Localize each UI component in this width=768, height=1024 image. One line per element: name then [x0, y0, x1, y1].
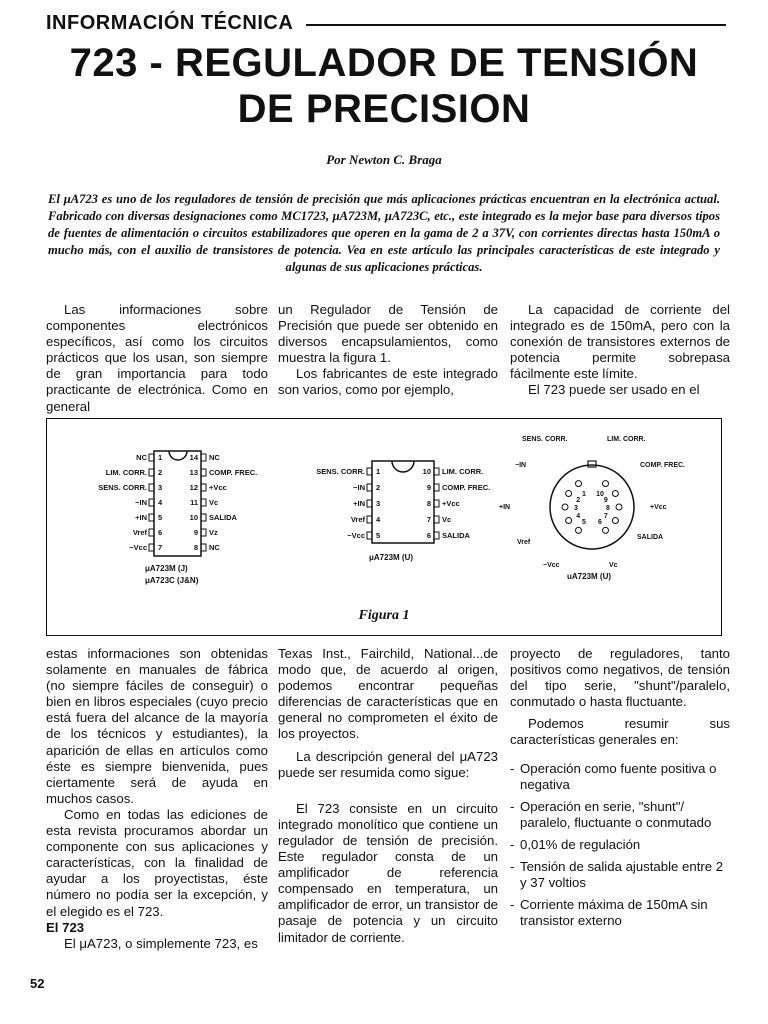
- dip10-right-pin-label: COMP. FREC.: [442, 483, 491, 492]
- feature-item: - 0,01% de regulación: [510, 836, 641, 852]
- can-pin-label: COMP. FREC.: [640, 462, 685, 469]
- dip14-left-pin-label: +IN: [135, 513, 147, 522]
- dip14-label-2: μA723C (J&N): [145, 576, 199, 585]
- dip10-left-pin-number: 2: [376, 483, 381, 492]
- dip10-right-pin-number: 7: [426, 515, 431, 524]
- dip14-right-pin-number: 11: [190, 498, 198, 507]
- can-pin-label: SALIDA: [637, 534, 664, 541]
- dip14-left-pin-label: SENS. CORR.: [98, 483, 147, 492]
- can-pin: [576, 527, 582, 533]
- can-pin-label: LIM. CORR.: [607, 436, 646, 443]
- section-rule: [306, 24, 726, 26]
- can-pin-number: 2: [576, 497, 581, 504]
- can-pin-number: 4: [576, 513, 581, 520]
- bottom-col3-p1: proyecto de reguladores, tanto positivos como negativos, de tensión del tipo serie, "shunt"/paralelo, conmutado o hasta fluctuante.: [510, 646, 730, 710]
- can-pin: [603, 481, 609, 487]
- can-pin-label: Vref: [517, 539, 531, 546]
- can-pin-number: 1: [582, 491, 586, 499]
- dip14-right-pin-label: Vz: [209, 528, 218, 537]
- can-pin-label: −Vcc: [543, 562, 560, 569]
- dip14-package: [98, 451, 257, 585]
- bottom-col1-p3: El μA723, o simplemente 723, es: [64, 935, 258, 951]
- dip14-right-pin-label: COMP. FREC.: [209, 468, 258, 477]
- dip14-right-pin-number: 9: [193, 528, 198, 537]
- figure-1-box: [46, 418, 722, 636]
- dip10-left-pin-label: +IN: [353, 499, 365, 508]
- can-pin: [616, 504, 622, 510]
- can-pin-number: 5: [582, 518, 586, 526]
- pinout-diagram: [47, 419, 720, 634]
- can-pin-label: −IN: [515, 462, 527, 469]
- can-pin-label: Vc: [609, 562, 618, 569]
- can-pin: [562, 504, 568, 510]
- can-pin-label: +IN: [499, 504, 511, 511]
- feature-item: - Operación en serie, "shunt"/ paralelo, fluctuante o conmutado: [510, 798, 712, 830]
- section-label: INFORMACIÓN TÉCNICA: [46, 12, 294, 34]
- can-pin: [612, 518, 618, 524]
- can-pin-label: SENS. CORR.: [522, 436, 568, 443]
- dip10-left-pin-number: 1: [376, 467, 381, 476]
- can-pin-number: 6: [598, 518, 602, 526]
- dip14-left-pin-label: Vref: [132, 528, 147, 537]
- dip10-right-pin-label: +Vcc: [442, 499, 460, 508]
- dip14-left-pin-label: −IN: [135, 498, 147, 507]
- dip14-left-pin-number: 5: [158, 513, 163, 522]
- bottom-col2-p1: Texas Inst., Fairchild, National...de modo que, de acuerdo al origen, podemos encontrar pequeñas diferencias de características que en general no comprometen el éxito de los proyectos.: [278, 646, 498, 742]
- dip10-left-pin-label: −IN: [353, 483, 365, 492]
- dip14-right-pin-label: NC: [209, 453, 220, 462]
- page-title-line2: DE PRECISION: [237, 87, 531, 131]
- feature-item: - Operación como fuente positiva o negativa: [510, 760, 717, 792]
- dip14-label-1: μA723M (J): [145, 564, 188, 573]
- bottom-col3-p2: Podemos resumir sus características generales en:: [510, 716, 730, 748]
- dip14-right-pin-label: +Vcc: [209, 483, 227, 492]
- bottom-col2-p2: La descripción general del μA723 puede ser resumida como sigue:: [278, 748, 498, 780]
- bottom-col1-p1: estas informaciones son obtenidas solamente en manuales de fábrica (no siempre fáciles de conseguir) o bien en libros especiales (cuyo precio está fuera del alcance de la mayoría de los técnicos y estudiantes), la aparición de ellas en artículos como éste es siempre bienvenida, pues ciertamente será de ayuda en muchos casos.: [46, 646, 268, 806]
- dip14-left-pin-number: 1: [158, 453, 163, 462]
- dip14-right-pin-label: Vc: [209, 498, 219, 507]
- dip14-left-pin-label: LIM. CORR.: [105, 468, 147, 477]
- can-pin-number: 9: [603, 497, 608, 504]
- dip14-right-pin-label: SALIDA: [209, 513, 237, 522]
- dip10-label: μA723M (U): [369, 553, 414, 562]
- top-col3-p1: La capacidad de corriente del integrado es de 150mA, pero con la conexión de transistores externos de potencia permite sobrepasa fácilmente este límite.: [510, 302, 730, 382]
- figure-caption: Figura 1: [358, 608, 410, 623]
- features-list: [510, 761, 730, 930]
- dip14-left-pin-number: 6: [158, 528, 163, 537]
- can-pin: [576, 481, 582, 487]
- dip14-right-pin-number: 10: [189, 513, 198, 522]
- dip10-left-pin-label: −Vcc: [347, 531, 365, 540]
- dip10-right-pin-label: LIM. CORR.: [442, 467, 484, 476]
- dip14-left-pin-number: 2: [158, 468, 163, 477]
- bottom-column-3: [510, 646, 730, 929]
- top-col2-p2: Los fabricantes de este integrado son varios, como por ejemplo,: [278, 366, 498, 398]
- dip14-left-pin-number: 7: [158, 543, 163, 552]
- dip14-right-pin-number: 8: [193, 543, 198, 552]
- dip14-right-pin-number: 13: [189, 468, 198, 477]
- can-pin-number: 8: [606, 505, 610, 512]
- section-heading-el723: El 723: [46, 919, 85, 935]
- feature-item: - Corriente máxima de 150mA sin transistor externo: [510, 897, 708, 929]
- feature-item: - Tensión de salida ajustable entre 2 y 37 voltios: [510, 859, 724, 891]
- can-pin: [603, 527, 609, 533]
- dip10-right-pin-number: 6: [426, 531, 431, 540]
- bottom-col2-p3: El 723 consiste en un circuito integrado monolítico que contiene un regulador de tensión de precisión. Este regulador consta de un amplificador de referencia compensado en temperatura, un amplificador de error, un transistor de pasaje de potencia y un circuito limitador de corriente.: [278, 800, 498, 945]
- top-column-1: [46, 302, 268, 415]
- can-pin-number: 3: [574, 505, 578, 512]
- top-column-2: [278, 302, 498, 399]
- dip10-right-pin-label: Vc: [442, 515, 452, 524]
- top-col1-text: Las informaciones sobre componentes electrónicos específicos, así como los circuitos prácticos que los usan, son siempre de gran importancia para todo practicante de electrónica. Como en general: [46, 302, 268, 414]
- can-pin-number: 7: [603, 513, 608, 520]
- can-pin: [566, 491, 572, 497]
- dip10-left-pin-number: 3: [376, 499, 381, 508]
- dip10-right-pin-label: SALIDA: [442, 531, 470, 540]
- dip14-left-pin-label: NC: [136, 453, 147, 462]
- dip14-left-pin-label: −Vcc: [129, 543, 147, 552]
- bottom-column-1: [46, 646, 268, 952]
- dip10-left-pin-number: 4: [376, 515, 381, 524]
- can-pin-label: +Vcc: [650, 504, 667, 511]
- top-column-3: [510, 302, 730, 399]
- bottom-col1-p2: Como en todas las ediciones de esta revista procuramos abordar un componente con sus aplicaciones y características, con la finalidad de ayudar a los proyectistas, éste número no podía ser la excepción, y el elegido es el 723.: [46, 806, 268, 919]
- bottom-column-2: [278, 646, 498, 946]
- dip14-right-pin-number: 12: [189, 483, 198, 492]
- dip14-right-pin-label: NC: [209, 543, 220, 552]
- dip10-left-pin-label: SENS. CORR.: [316, 467, 365, 476]
- can-pin: [612, 491, 618, 497]
- dip10-left-pin-number: 5: [376, 531, 381, 540]
- dip14-left-pin-number: 3: [158, 483, 163, 492]
- lead-paragraph: El μA723 es uno de los reguladores de tensión de precisión que más aplicaciones prácticas encuentran en la electrónica actual. Fabricado con diversas designaciones como MC1723, μA723M, μA723C, etc., este integrado es la mejor base para diversos tipos de fuentes de alimentación o circuitos estabilizadores que operen en la gama de 2 a 37V, con corrientes directas hasta 150mA o mucho más, con el auxilio de transistores de potencia. Vea en este artículo las principales características de este integrado y algunas de sus aplicaciones prácticas.: [48, 192, 720, 274]
- dip10-package: [316, 461, 490, 562]
- can-pin-number: 10: [596, 491, 604, 499]
- dip14-right-pin-number: 14: [189, 453, 198, 462]
- dip10-right-pin-number: 9: [426, 483, 431, 492]
- top-col3-p2: El 723 puede ser usado en el: [528, 382, 700, 398]
- dip10-right-pin-number: 10: [422, 467, 431, 476]
- can-label: uA723M (U): [567, 572, 612, 581]
- top-col2-p1: un Regulador de Tensión de Precisión que puede ser obtenido en diversos encapsulamientos, como muestra la figura 1.: [278, 302, 498, 366]
- dip10-left-pin-label: Vref: [350, 515, 365, 524]
- dip10-right-pin-number: 8: [426, 499, 431, 508]
- page-number: 52: [30, 976, 45, 991]
- byline: Por Newton C. Braga: [326, 152, 442, 167]
- page-title-line1: 723 - REGULADOR DE TENSIÓN: [69, 41, 699, 85]
- can-pin: [566, 518, 572, 524]
- can-package: [499, 436, 685, 581]
- dip14-left-pin-number: 4: [158, 498, 163, 507]
